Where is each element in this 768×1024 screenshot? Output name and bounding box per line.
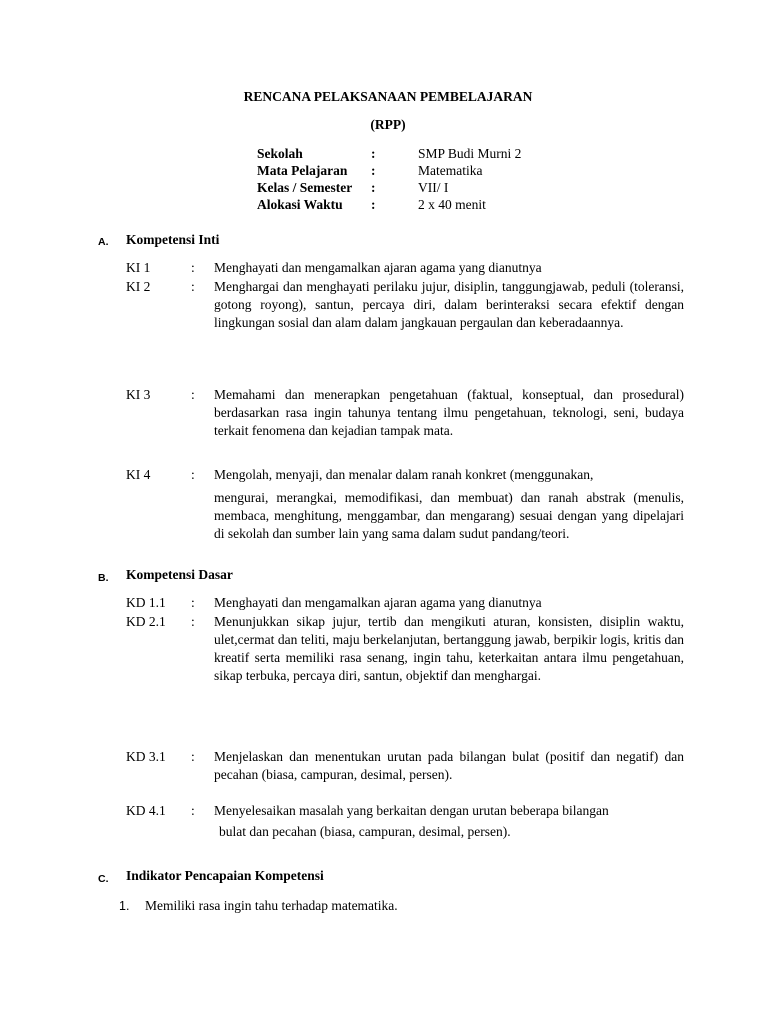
ki-1-text: Menghayati dan mengamalkan ajaran agama yang dianutnya [214, 260, 542, 275]
info-label-subject: Mata Pelajaran [257, 163, 348, 178]
document-title: RENCANA PELAKSANAAN PEMBELAJARAN [243, 89, 533, 104]
section-b-letter: B. [98, 572, 109, 584]
info-value-subject: Matematika [418, 163, 483, 178]
info-label-time: Alokasi Waktu [257, 197, 343, 212]
ki-2-colon: : [191, 279, 195, 294]
section-c-letter: C. [98, 873, 109, 885]
kd-4-1-code: KD 4.1 [126, 803, 166, 818]
info-colon: : [371, 180, 376, 195]
kd-1-1-text: Menghayati dan mengamalkan ajaran agama yang dianutnya [214, 595, 542, 610]
kd-4-1-text-first: Menyelesaikan masalah yang berkaitan dengan urutan beberapa bilangan [214, 803, 609, 818]
kd-2-1-colon: : [191, 614, 195, 629]
section-a-title: Kompetensi Inti [126, 232, 220, 247]
kd-1-1-colon: : [191, 595, 195, 610]
info-label-school: Sekolah [257, 146, 303, 161]
ki-4-text-first: Mengolah, menyaji, dan menalar dalam ranah konkret (menggunakan, [214, 467, 594, 482]
ki-1-code: KI 1 [126, 260, 151, 275]
ki-2-code: KI 2 [126, 279, 151, 294]
kd-4-1-colon: : [191, 803, 195, 818]
ki-4-text-rest: mengurai, merangkai, memodifikasi, dan membuat) dan ranah abstrak (menulis, membaca, menghitung, menggambar, dan mengarang) sesuai dengan yang dipelajari di sekolah dan sumber lain yang sama dalam sudut pandang/teori. [214, 490, 684, 541]
kd-3-1-code: KD 3.1 [126, 749, 166, 764]
ki-1-colon: : [191, 260, 195, 275]
info-value-school: SMP Budi Murni 2 [418, 146, 522, 161]
info-colon: : [371, 197, 376, 212]
section-c-title: Indikator Pencapaian Kompetensi [126, 868, 324, 883]
indicator-1-number: 1. [119, 899, 130, 913]
document-subtitle: (RPP) [370, 117, 406, 132]
ki-4-colon: : [191, 467, 195, 482]
kd-3-1-text: Menjelaskan dan menentukan urutan pada bilangan bulat (positif dan negatif) dan pecahan (biasa, campuran, desimal, persen). [214, 749, 684, 782]
info-colon: : [371, 146, 376, 161]
ki-3-colon: : [191, 387, 195, 402]
kd-1-1-code: KD 1.1 [126, 595, 166, 610]
kd-4-1-text-rest: bulat dan pecahan (biasa, campuran, desimal, persen). [219, 824, 511, 839]
kd-3-1-colon: : [191, 749, 195, 764]
ki-3-text: Memahami dan menerapkan pengetahuan (faktual, konseptual, dan prosedural) berdasarkan rasa ingin tahunya tentang ilmu pengetahuan, teknologi, seni, budaya terkait fenomena dan kejadian tampak mata. [214, 387, 684, 438]
kd-2-1-code: KD 2.1 [126, 614, 166, 629]
info-value-time: 2 x 40 menit [418, 197, 486, 212]
info-value-class: VII/ I [418, 180, 449, 195]
indicator-1-text: Memiliki rasa ingin tahu terhadap matematika. [145, 898, 398, 913]
ki-2-text: Menghargai dan menghayati perilaku jujur, disiplin, tanggungjawab, peduli (toleransi, gotong royong), santun, percaya diri, dalam berinteraksi secara efektif dengan lingkungan sosial dan alam dalam jangkauan pergaulan dan keberadaannya. [214, 279, 684, 330]
section-a-letter: A. [98, 236, 109, 248]
kd-2-1-text: Menunjukkan sikap jujur, tertib dan mengikuti aturan, konsisten, disiplin waktu, ulet,cermat dan teliti, maju berkelanjutan, bertanggung jawab, berpikir logis, kritis dan kreatif serta memiliki rasa senang, ingin tahu, keterkaitan antara ilmu pengetahuan, sikap terbuka, percaya diri, santun, objektif dan menghargai. [214, 614, 684, 683]
section-b-title: Kompetensi Dasar [126, 567, 233, 582]
info-label-class: Kelas / Semester [257, 180, 353, 195]
ki-4-code: KI 4 [126, 467, 151, 482]
ki-3-code: KI 3 [126, 387, 151, 402]
info-colon: : [371, 163, 376, 178]
